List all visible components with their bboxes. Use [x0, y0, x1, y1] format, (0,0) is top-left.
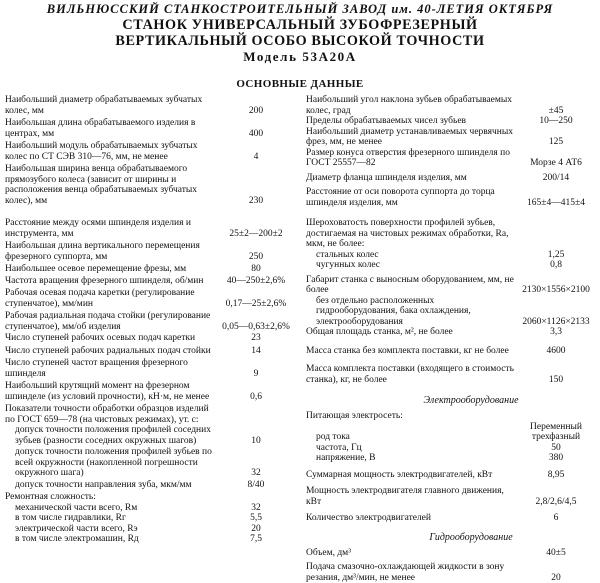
spec-label: допуск точности положения профилей зубьев по всей окружности (накопленной погрешности окружного шага) — [3, 447, 217, 479]
spec-label: частота, Гц — [304, 443, 514, 454]
spec-row — [3, 164, 295, 206]
spec-value: Переменный трехфазный — [514, 422, 598, 443]
spec-label: Объем, дм³ — [304, 548, 514, 559]
spec-row — [3, 288, 295, 309]
spec-label: Наибольшее осевое перемещение фрезы, мм — [3, 264, 217, 275]
spec-row — [3, 480, 295, 491]
spec-label: Размер конуса отверстия фрезерного шпинделя по ГОСТ 25557—82 — [304, 148, 514, 169]
spec-row — [3, 346, 295, 357]
spec-value: 40—250±2,6% — [217, 276, 295, 287]
subsection-heading: Гидрооборудование — [304, 532, 598, 544]
spec-value: 1,25 — [514, 250, 598, 261]
spec-row — [3, 276, 295, 287]
spec-value: 2130×1556×2100 — [514, 285, 598, 296]
spec-value: 10 — [217, 436, 295, 447]
machine-title-line-2: ВЕРТИКАЛЬНЫЙ ОСОБО ВЫСОКОЙ ТОЧНОСТИ — [0, 33, 600, 49]
spec-value: 125 — [514, 137, 598, 148]
spec-row — [3, 513, 295, 524]
spec-value: 2,8/2,6/4,5 — [514, 497, 598, 508]
model-number: Модель 53А20А — [0, 49, 600, 65]
spec-label: стальных колес — [304, 250, 514, 261]
spec-row — [304, 296, 598, 328]
spec-label: род тока — [304, 432, 514, 443]
spec-row — [304, 443, 598, 454]
subsection-heading: Электрооборудование — [304, 395, 598, 407]
spec-value: 32 — [217, 468, 295, 479]
spec-value: 32 — [217, 503, 295, 514]
spec-row — [3, 95, 295, 116]
spec-row — [304, 486, 598, 507]
spec-row — [304, 187, 598, 208]
spec-value: 0,05—0,63±2,6% — [217, 322, 295, 333]
spec-value: 50 — [514, 443, 598, 454]
spec-label: Общая площадь станка, м², не более — [304, 327, 514, 338]
spec-row — [3, 503, 295, 514]
spec-value: 7,5 — [217, 534, 295, 545]
spec-value: 150 — [514, 375, 598, 386]
spec-value: 20 — [217, 524, 295, 535]
spec-row — [3, 358, 295, 379]
spec-label: Суммарная мощность электродвигателей, кВт — [304, 470, 514, 481]
spec-label: Наибольший крутящий момент на фрезерном шпинделе (из условий прочности), кН·м, не менее — [3, 381, 217, 402]
spec-label: Наибольший диаметр устанавливаемых червячных фрез, мм, не менее — [304, 127, 514, 148]
spec-label: Количество электродвигателей — [304, 513, 514, 524]
spec-value: 230 — [217, 196, 295, 207]
spec-value: ±45 — [514, 106, 598, 117]
spec-label: в том числе электромашин, Rд — [3, 534, 217, 545]
spec-label: чугунных колес — [304, 260, 514, 271]
spec-row — [304, 127, 598, 148]
machine-title-line-1: СТАНОК УНИВЕРСАЛЬНЫЙ ЗУБОФРЕЗЕРНЫЙ — [0, 17, 600, 33]
spec-value: 3,3 — [514, 327, 598, 338]
spec-value: 2060×1126×2133 — [514, 317, 598, 328]
spec-row — [304, 250, 598, 261]
spec-label: Частота вращения фрезерного шпинделя, об/мин — [3, 276, 217, 287]
spec-row — [304, 548, 598, 559]
spec-row — [304, 218, 598, 250]
spec-row — [3, 524, 295, 535]
spec-row — [304, 470, 598, 481]
spec-row — [304, 260, 598, 271]
spec-label: Подача смазочно-охлаждающей жидкости в зону резания, дм³/мин, не менее — [304, 562, 514, 583]
spec-label: Число ступеней рабочих осевых подач каретки — [3, 333, 217, 344]
spec-value: 165±4—415±4 — [514, 198, 598, 209]
spec-label: в том числе гидравлики, Rг — [3, 513, 217, 524]
spec-value: 40±5 — [514, 548, 598, 559]
spec-value: 6 — [514, 513, 598, 524]
spec-value: 200/14 — [514, 173, 598, 184]
spec-label: Диаметр фланца шпинделя изделия, мм — [304, 173, 514, 184]
spec-label: допуск точности положения профилей соседних зубьев (разности соседних окружных шагов) — [3, 425, 217, 446]
spec-label: Наибольший диаметр обрабатываемых зубчатых колес, мм — [3, 95, 217, 116]
spec-row — [3, 425, 295, 446]
spec-value: 4 — [217, 152, 295, 163]
specs-right-column — [304, 95, 598, 583]
spec-value: 400 — [217, 129, 295, 140]
spec-label: механической части всего, Rм — [3, 503, 217, 514]
spec-value: 10—250 — [514, 116, 598, 127]
spec-row — [304, 148, 598, 169]
spec-value: 250 — [217, 252, 295, 263]
spec-label: Шероховатость поверхности профилей зубьев, достигаемая на чистовых режимах обработки, Ra, мкм, не более: — [304, 218, 514, 250]
spec-row — [3, 404, 295, 425]
spec-row — [3, 311, 295, 332]
spec-value: 8,95 — [514, 470, 598, 481]
spec-row — [304, 411, 598, 422]
spec-label: Пределы обрабатываемых чисел зубьев — [304, 116, 514, 127]
section-heading-basic-data: ОСНОВНЫЕ ДАННЫЕ — [0, 78, 600, 90]
specs-left-column — [3, 95, 295, 545]
spec-row — [304, 95, 598, 116]
spec-row — [3, 447, 295, 479]
spec-label: Рабочая радиальная подача стойки (регулирование ступенчатое), мм/об изделия — [3, 311, 217, 332]
spec-value: 4600 — [514, 346, 598, 357]
spec-label: Расстояние от оси поворота суппорта до торца шпинделя изделия, мм — [304, 187, 514, 208]
spec-value: 80 — [217, 264, 295, 275]
spec-row — [3, 241, 295, 262]
spec-label: Наибольший угол наклона зубьев обрабатываемых колес, град — [304, 95, 514, 116]
spec-row — [3, 118, 295, 139]
spec-row — [304, 513, 598, 524]
spec-value: 380 — [514, 453, 598, 464]
spec-value: 0,6 — [217, 392, 295, 403]
spec-row — [3, 492, 295, 503]
spec-row — [304, 327, 598, 338]
factory-name: ВИЛЬНЮССКИЙ СТАНКОСТРОИТЕЛЬНЫЙ ЗАВОД им. 40-ЛЕТИЯ ОКТЯБРЯ — [0, 2, 600, 17]
spec-row — [3, 534, 295, 545]
spec-value: 25±2—200±2 — [217, 229, 295, 240]
spec-value: 5,5 — [217, 513, 295, 524]
spec-row — [3, 333, 295, 344]
spec-row — [304, 173, 598, 184]
spec-label: Ремонтная сложность: — [3, 492, 217, 503]
spec-value: 0,17—25±2,6% — [217, 299, 295, 310]
spec-row — [3, 141, 295, 162]
spec-row — [304, 346, 598, 357]
spec-value: Морзе 4 АТ6 — [514, 158, 598, 169]
spec-label: Габарит станка с выносным оборудованием, мм, не более — [304, 275, 514, 296]
spec-row — [3, 264, 295, 275]
spec-label: допуск точности направления зуба, мкм/мм — [3, 480, 217, 491]
spec-value: 200 — [217, 106, 295, 117]
spec-row — [3, 381, 295, 402]
spec-row — [3, 218, 295, 239]
spec-label: напряжение, В — [304, 453, 514, 464]
spec-label: Масса станка без комплекта поставки, кг не более — [304, 346, 514, 357]
spec-value: 20 — [514, 573, 598, 583]
spec-label: Показатели точности обработки образцов изделий по ГОСТ 659—78 (на чистовых режимах), ут. с: — [3, 404, 217, 425]
spec-label: электрической части всего, Rэ — [3, 524, 217, 535]
spec-label: Рабочая осевая подача каретки (регулирование ступенчатое), мм/мин — [3, 288, 217, 309]
spec-label: Наибольшая длина вертикального перемещения фрезерного суппорта, мм — [3, 241, 217, 262]
spec-label: Наибольшая ширина венца обрабатываемого прямозубого колеса (зависит от ширины и расположения венца обрабатываемых зубчатых колес), мм — [3, 164, 217, 206]
spec-value: 0,8 — [514, 260, 598, 271]
spec-label: Число ступеней частот вращения фрезерного шпинделя — [3, 358, 217, 379]
spec-row — [304, 364, 598, 385]
spec-row — [304, 562, 598, 583]
spec-label: Наибольшая длина обрабатываемого изделия в центрах, мм — [3, 118, 217, 139]
spec-row — [304, 422, 598, 443]
spec-label: без отдельно расположенных гидрооборудования, бака охлаждения, электрооборудования — [304, 296, 514, 328]
spec-label: Число ступеней рабочих радиальных подач стойки — [3, 346, 217, 357]
spec-row — [304, 453, 598, 464]
spec-row — [304, 116, 598, 127]
spec-value: 8/40 — [217, 480, 295, 491]
spec-value: 14 — [217, 346, 295, 357]
spec-label: Наибольший модуль обрабатываемых зубчатых колес по СТ СЭВ 310—76, мм, не менее — [3, 141, 217, 162]
spec-label: Масса комплекта поставки (входящего в стоимость станка), кг, не более — [304, 364, 514, 385]
spec-value: 9 — [217, 369, 295, 380]
spec-label: Расстояние между осями шпинделя изделия и инструмента, мм — [3, 218, 217, 239]
spec-value: 23 — [217, 333, 295, 344]
spec-row — [304, 275, 598, 296]
spec-label: Питающая электросеть: — [304, 411, 514, 422]
spec-label: Мощность электродвигателя главного движения, кВт — [304, 486, 514, 507]
document-header — [0, 0, 600, 65]
